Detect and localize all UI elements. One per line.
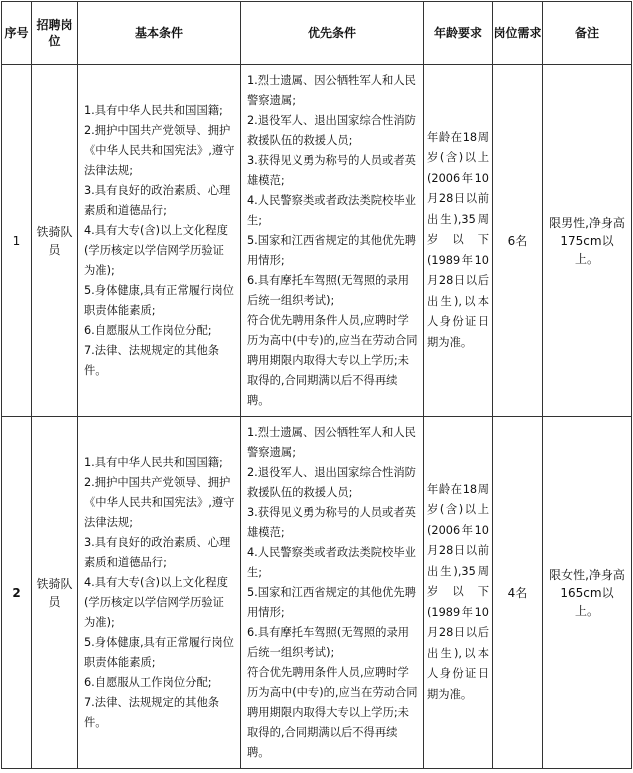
row-basic-conditions xyxy=(78,417,241,769)
row-position-demand: 4名 xyxy=(493,417,543,769)
basic-item: 2.拥护中国共产党领导、拥护《中华人民共和国宪法》,遵守法律法规; xyxy=(84,475,235,529)
row-priority-conditions xyxy=(241,417,424,769)
priority-item: 6.具有摩托车驾照(无驾照的录用后统一组织考试); xyxy=(247,625,410,659)
row-position: 铁骑队员 xyxy=(32,417,78,769)
row-seq: 1 xyxy=(2,65,32,417)
priority-item: 5.国家和江西省规定的其他优先聘用情形; xyxy=(247,233,416,267)
priority-item: 符合优先聘用条件人员,应聘时学历为高中(中专)的,应当在劳动合同聘用期限内取得大专以上学历;未取得的,合同期满以后不得再续聘。 xyxy=(247,313,418,407)
basic-item: 4.具有大专(含)以上文化程度(学历核定以学信网学历验证为准); xyxy=(84,575,228,629)
table-row xyxy=(2,65,632,417)
priority-item: 4.人民警察类或者政法类院校毕业生; xyxy=(247,545,416,579)
priority-item: 2.退役军人、退出国家综合性消防救援队伍的救援人员; xyxy=(247,113,416,147)
row-seq: 2 xyxy=(2,417,32,769)
header-position: 招聘岗位 xyxy=(32,2,78,65)
basic-item: 5.身体健康,具有正常履行岗位职责体能素质; xyxy=(84,635,234,669)
priority-item: 1.烈士遗属、因公牺牲军人和人民警察遗属; xyxy=(247,73,416,107)
row-position: 铁骑队员 xyxy=(32,65,78,417)
priority-item: 2.退役军人、退出国家综合性消防救援队伍的救援人员; xyxy=(247,465,416,499)
row-age-requirement: 年龄在18周岁(含)以上(2006年10月28日以前出生),35周岁以下(1989年10月28日以后出生),以本人身份证日期为准。 xyxy=(424,65,493,417)
basic-item: 6.自愿服从工作岗位分配; xyxy=(84,323,212,337)
row-remark: 限女性,净身高165cm以上。 xyxy=(543,417,632,769)
basic-item: 4.具有大专(含)以上文化程度(学历核定以学信网学历验证为准); xyxy=(84,223,228,277)
header-position-demand: 岗位需求 xyxy=(493,2,543,65)
basic-item: 3.具有良好的政治素质、心理素质和道德品行; xyxy=(84,183,231,217)
header-row xyxy=(2,2,632,65)
header-seq: 序号 xyxy=(2,2,32,65)
basic-item: 5.身体健康,具有正常履行岗位职责体能素质; xyxy=(84,283,234,317)
basic-item: 7.法律、法规规定的其他条件。 xyxy=(84,343,220,377)
table-row xyxy=(2,417,632,769)
priority-item: 1.烈士遗属、因公牺牲军人和人民警察遗属; xyxy=(247,425,416,459)
priority-item: 4.人民警察类或者政法类院校毕业生; xyxy=(247,193,416,227)
row-priority-conditions xyxy=(241,65,424,417)
header-remark: 备注 xyxy=(543,2,632,65)
basic-item: 7.法律、法规规定的其他条件。 xyxy=(84,695,220,729)
header-age-requirement: 年龄要求 xyxy=(424,2,493,65)
header-priority-conditions: 优先条件 xyxy=(241,2,424,65)
recruitment-table xyxy=(1,1,632,769)
row-position-demand: 6名 xyxy=(493,65,543,417)
header-basic-conditions: 基本条件 xyxy=(78,2,241,65)
basic-item: 1.具有中华人民共和国国籍; xyxy=(84,455,223,469)
basic-item: 6.自愿服从工作岗位分配; xyxy=(84,675,212,689)
priority-item: 3.获得见义勇为称号的人员或者英雄模范; xyxy=(247,505,416,539)
row-basic-conditions xyxy=(78,65,241,417)
basic-item: 1.具有中华人民共和国国籍; xyxy=(84,103,223,117)
basic-item: 2.拥护中国共产党领导、拥护《中华人民共和国宪法》,遵守法律法规; xyxy=(84,123,235,177)
priority-item: 5.国家和江西省规定的其他优先聘用情形; xyxy=(247,585,416,619)
row-remark: 限男性,净身高175cm以上。 xyxy=(543,65,632,417)
basic-item: 3.具有良好的政治素质、心理素质和道德品行; xyxy=(84,535,231,569)
priority-item: 符合优先聘用条件人员,应聘时学历为高中(中专)的,应当在劳动合同聘用期限内取得大专以上学历;未取得的,合同期满以后不得再续聘。 xyxy=(247,665,418,759)
priority-item: 3.获得见义勇为称号的人员或者英雄模范; xyxy=(247,153,416,187)
priority-item: 6.具有摩托车驾照(无驾照的录用后统一组织考试); xyxy=(247,273,410,307)
row-age-requirement: 年龄在18周岁(含)以上(2006年10月28日以前出生),35周岁以下(1989年10月28日以后出生),以本人身份证日期为准。 xyxy=(424,417,493,769)
